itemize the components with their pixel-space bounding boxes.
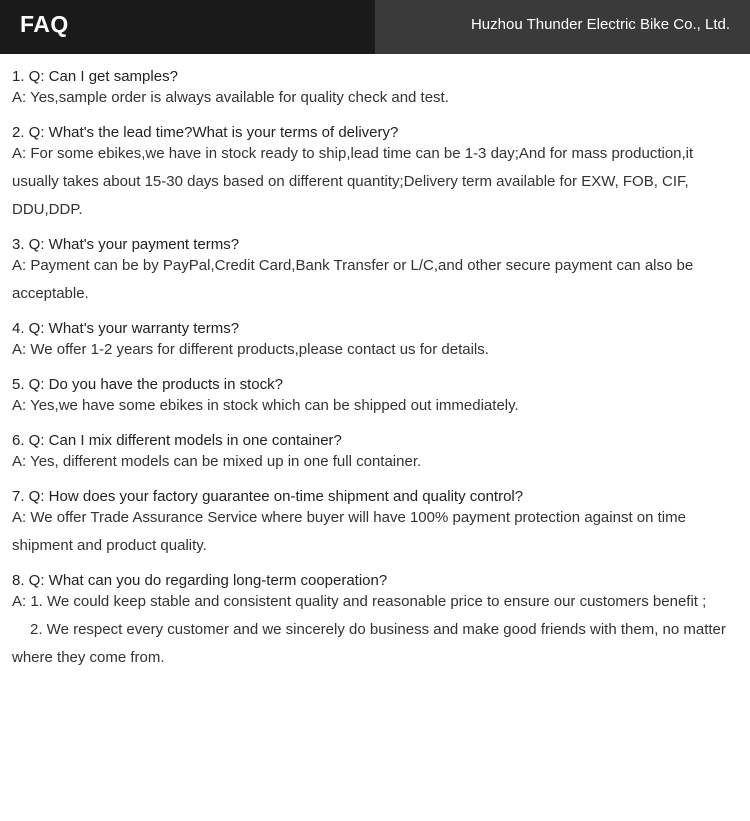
faq-item-2	[12, 122, 740, 224]
faq-item-5	[12, 374, 740, 420]
faq-item-8	[12, 570, 740, 672]
faq-answer: A: Yes,sample order is always available for quality check and test.	[12, 89, 449, 106]
faq-item-4	[12, 318, 740, 364]
header-bar	[0, 0, 750, 54]
faq-answer: A: Yes, different models can be mixed up in one full container.	[12, 453, 422, 470]
faq-question: 4. Q: What's your warranty terms?	[12, 320, 240, 337]
faq-item-3	[12, 234, 740, 308]
faq-question: 5. Q: Do you have the products in stock?	[12, 376, 283, 393]
faq-answer: A: We offer Trade Assurance Service where buyer will have 100% payment protection against on time shipment and product quality.	[12, 509, 686, 554]
faq-question: 2. Q: What's the lead time?What is your terms of delivery?	[12, 124, 399, 141]
faq-item-1	[12, 66, 740, 112]
faq-answer: A: Payment can be by PayPal,Credit Card,Bank Transfer or L/C,and other secure payment can also be acceptable.	[12, 257, 694, 302]
faq-answer: A: For some ebikes,we have in stock ready to ship,lead time can be 1-3 day;And for mass production,it usually takes about 15-30 days based on different quantity;Delivery term available for EXW, FOB, CIF, DDU,DDP.	[12, 145, 694, 218]
faq-question: 3. Q: What's your payment terms?	[12, 236, 240, 253]
faq-question: 6. Q: Can I mix different models in one container?	[12, 432, 342, 449]
faq-question: 7. Q: How does your factory guarantee on-time shipment and quality control?	[12, 488, 524, 505]
faq-answer: A: Yes,we have some ebikes in stock which can be shipped out immediately.	[12, 397, 519, 414]
faq-question: 1. Q: Can I get samples?	[12, 68, 178, 85]
faq-answer: A: 1. We could keep stable and consistent quality and reasonable price to ensure our customers benefit ;	[12, 593, 707, 610]
faq-question: 8. Q: What can you do regarding long-term cooperation?	[12, 572, 388, 589]
faq-answer: A: We offer 1-2 years for different products,please contact us for details.	[12, 341, 489, 358]
faq-item-6	[12, 430, 740, 476]
faq-item-7	[12, 486, 740, 560]
page-title: FAQ	[20, 11, 69, 37]
faq-list	[12, 66, 740, 682]
faq-answer-continued: 2. We respect every customer and we sincerely do business and make good friends with them, no matter where they come from.	[12, 621, 726, 666]
company-name: Huzhou Thunder Electric Bike Co., Ltd.	[470, 16, 730, 33]
